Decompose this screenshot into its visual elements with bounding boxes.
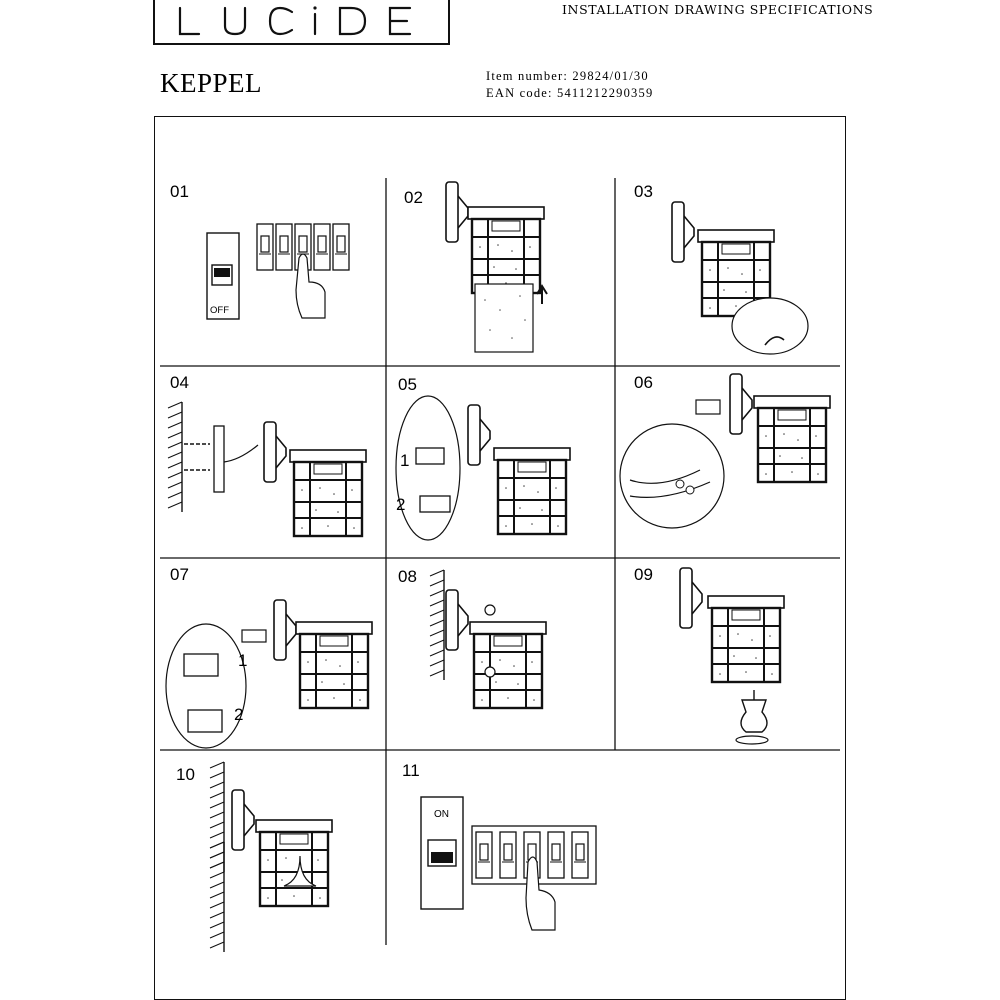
product-model: KEPPEL: [160, 68, 263, 98]
switch-on-label: ON: [434, 809, 449, 820]
substep-1-label: 1: [400, 451, 410, 470]
step-number-10: 10: [176, 765, 195, 784]
bulb-icon: [741, 690, 767, 732]
rotate-arrow-icon: [736, 736, 768, 744]
step-09-illustration: [680, 568, 784, 744]
step-02-illustration: [446, 182, 547, 352]
step-10-illustration: [210, 762, 332, 952]
step-number-01: 01: [170, 182, 189, 201]
step-number-05: 05: [398, 375, 417, 394]
substep-2-label-07: 2: [234, 705, 244, 724]
step-04-illustration: [168, 402, 366, 536]
item-number: Item number: 29824/01/30: [486, 69, 649, 83]
step-number-03: 03: [634, 182, 653, 201]
step-07-illustration: [166, 600, 372, 748]
substep-1-label-07: 1: [238, 651, 248, 670]
substep-2-label: 2: [396, 495, 406, 514]
step-number-08: 08: [398, 567, 417, 586]
step-03-illustration: [672, 202, 808, 354]
glass-panel-icon: [475, 284, 533, 352]
step-08-illustration: [430, 570, 546, 708]
step-number-09: 09: [634, 565, 653, 584]
ean-code: EAN code: 5411212290359: [486, 86, 654, 100]
step-number-07: 07: [170, 565, 189, 584]
detail-circle: [732, 298, 808, 354]
step-number-04: 04: [170, 373, 189, 392]
step-11-illustration: [421, 797, 596, 930]
switch-off-label: OFF: [210, 305, 229, 316]
document-title: INSTALLATION DRAWING SPECIFICATIONS: [562, 2, 874, 17]
step-number-02: 02: [404, 188, 423, 207]
step-05-illustration: [396, 396, 570, 540]
screw-icon: [485, 605, 495, 615]
step-06-illustration: [620, 374, 830, 528]
step-number-11: 11: [402, 761, 420, 780]
screw-icon: [485, 667, 495, 677]
step-number-06: 06: [634, 373, 653, 392]
step-01-illustration: [207, 224, 349, 319]
